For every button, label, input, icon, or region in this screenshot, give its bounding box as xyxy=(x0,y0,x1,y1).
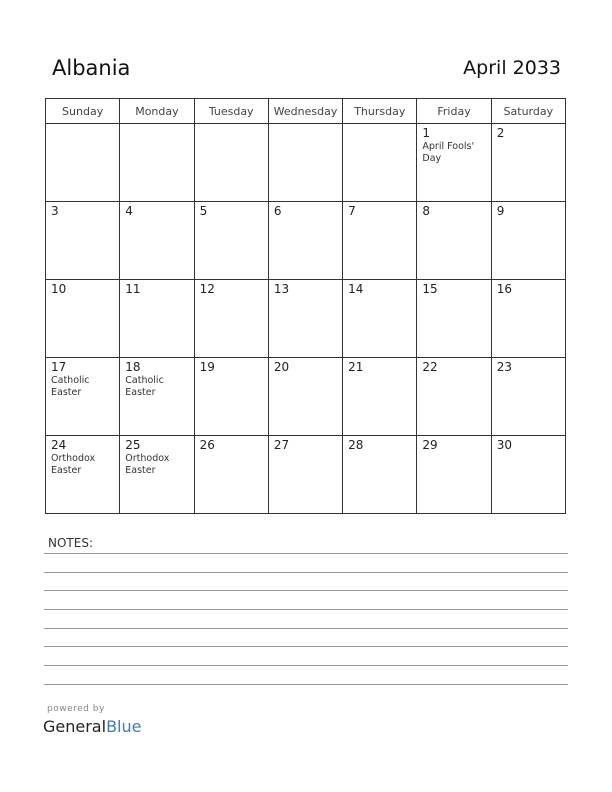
day-cell xyxy=(120,436,194,514)
day-number: 25 xyxy=(125,438,141,452)
brand-logo xyxy=(43,717,141,736)
day-cell xyxy=(417,202,491,280)
day-number: 12 xyxy=(199,282,215,296)
day-number: 26 xyxy=(199,438,215,452)
day-event: Catholic Easter xyxy=(125,375,164,398)
day-cell xyxy=(343,280,417,358)
day-number: 6 xyxy=(273,204,282,218)
week-row-1 xyxy=(46,124,566,202)
day-number: 8 xyxy=(422,204,431,218)
notes-line xyxy=(44,609,568,610)
weekday-tuesday: Tuesday xyxy=(194,99,268,124)
day-cell xyxy=(46,280,120,358)
day-cell xyxy=(268,124,342,202)
notes-label: NOTES: xyxy=(48,536,93,550)
day-number: 5 xyxy=(199,204,208,218)
day-cell xyxy=(491,280,565,358)
day-cell xyxy=(46,436,120,514)
powered-by-text: powered by xyxy=(47,704,105,714)
day-cell xyxy=(268,280,342,358)
day-cell xyxy=(343,202,417,280)
day-cell xyxy=(194,280,268,358)
day-cell xyxy=(417,280,491,358)
day-number: 24 xyxy=(51,438,67,452)
day-number: 15 xyxy=(422,282,438,296)
day-number: 18 xyxy=(125,360,141,374)
week-row-2 xyxy=(46,202,566,280)
day-cell xyxy=(120,124,194,202)
month-title: April 2033 xyxy=(463,57,561,79)
day-cell xyxy=(343,124,417,202)
weekday-monday: Monday xyxy=(120,99,194,124)
day-number: 16 xyxy=(496,282,512,296)
day-cell xyxy=(491,124,565,202)
day-number: 10 xyxy=(51,282,67,296)
day-number: 4 xyxy=(125,204,133,218)
country-title: Albania xyxy=(52,56,131,80)
day-cell xyxy=(343,436,417,514)
day-number: 20 xyxy=(273,360,290,374)
day-number: 7 xyxy=(348,204,356,218)
day-number: 23 xyxy=(496,360,512,374)
week-row-5 xyxy=(46,436,566,514)
day-number: 14 xyxy=(348,282,364,296)
weekday-friday: Friday xyxy=(417,99,491,124)
day-number: 27 xyxy=(273,438,290,452)
day-cell xyxy=(194,202,268,280)
notes-line xyxy=(44,665,568,666)
notes-line xyxy=(44,590,568,591)
calendar-grid xyxy=(45,98,566,514)
notes-line xyxy=(44,646,568,647)
day-cell xyxy=(343,358,417,436)
day-event: Orthodox Easter xyxy=(125,453,170,476)
day-number: 19 xyxy=(199,360,215,374)
weekday-saturday: Saturday xyxy=(491,99,565,124)
day-cell xyxy=(268,202,342,280)
day-cell xyxy=(491,436,565,514)
day-cell xyxy=(417,358,491,436)
day-cell xyxy=(417,124,491,202)
day-cell xyxy=(46,358,120,436)
day-number: 17 xyxy=(51,360,67,374)
day-cell xyxy=(491,358,565,436)
day-event: Orthodox Easter xyxy=(51,453,96,476)
notes-line xyxy=(44,684,568,685)
day-cell xyxy=(491,202,565,280)
day-cell xyxy=(120,280,194,358)
day-cell xyxy=(46,124,120,202)
day-number: 22 xyxy=(422,360,438,374)
day-cell xyxy=(194,358,268,436)
day-number: 13 xyxy=(273,282,290,296)
brand-blue: Blue xyxy=(106,717,142,736)
day-cell xyxy=(417,436,491,514)
weekday-wednesday: Wednesday xyxy=(268,99,342,124)
day-cell xyxy=(194,436,268,514)
day-number: 9 xyxy=(496,204,505,218)
day-cell xyxy=(268,436,342,514)
notes-line xyxy=(44,553,568,554)
day-number: 30 xyxy=(496,438,512,452)
week-row-4 xyxy=(46,358,566,436)
notes-line xyxy=(44,572,568,573)
day-cell xyxy=(194,124,268,202)
week-row-3 xyxy=(46,280,566,358)
day-cell xyxy=(46,202,120,280)
day-number: 2 xyxy=(496,126,505,140)
weekday-thursday: Thursday xyxy=(343,99,417,124)
day-cell xyxy=(268,358,342,436)
day-cell xyxy=(120,202,194,280)
day-number: 21 xyxy=(348,360,364,374)
notes-line xyxy=(44,628,568,629)
day-cell xyxy=(120,358,194,436)
day-event: April Fools' Day xyxy=(422,141,475,164)
day-number: 1 xyxy=(422,126,431,140)
day-number: 28 xyxy=(348,438,364,452)
day-event: Catholic Easter xyxy=(51,375,90,398)
brand-general: General xyxy=(43,717,107,736)
weekday-sunday: Sunday xyxy=(46,99,120,124)
day-number: 11 xyxy=(125,282,141,296)
day-number: 29 xyxy=(422,438,438,452)
day-number: 3 xyxy=(51,204,59,218)
weekday-header-row xyxy=(46,99,566,124)
